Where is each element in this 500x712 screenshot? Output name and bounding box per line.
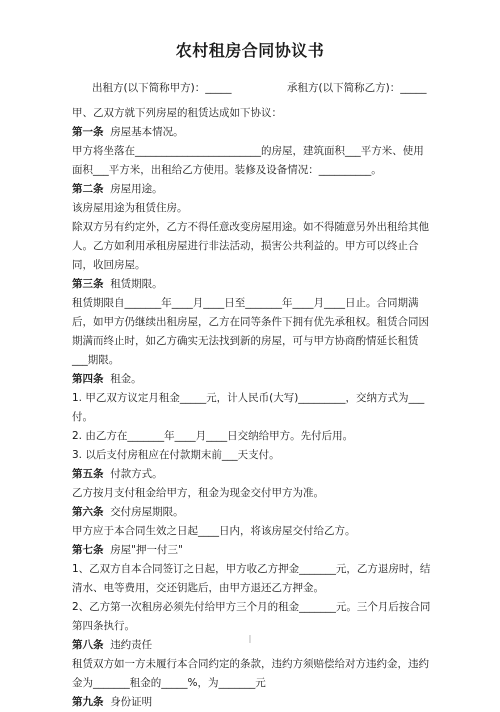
- article-9-number: 第九条: [72, 696, 104, 708]
- article-3-number: 第三条: [72, 278, 104, 290]
- article-6-heading: [72, 503, 432, 522]
- lessee-field: 承租方(以下简称乙方)：_____: [287, 82, 427, 94]
- page-footer-mark: |: [248, 634, 252, 643]
- article-4-number: 第四条: [72, 373, 104, 385]
- document-title: 农村租房合同协议书: [175, 41, 325, 60]
- article-1-title: 房屋基本情况。: [110, 126, 184, 138]
- article-5-title: 付款方式。: [110, 468, 163, 480]
- article-3-text: 租赁期限自_______年____月____日至_______年____月____日止。合同期满后，如甲方仍继续出租房屋，乙方在同等条件下拥有优先承租权。租赁合同因期满而终止时，如乙方确实无法找到新的房屋，可与甲方协商酌情延长租赁___期限。: [72, 297, 429, 366]
- article-7-title: 房屋"押一付三": [110, 544, 183, 556]
- article-4-item-2: 2. 由乙方在_______年____月____日交纳给甲方。先付后用。: [72, 430, 354, 442]
- article-4-item-1: 1. 甲乙双方议定月租金_____元，计人民币(大写)_________，交纳方式为___付。: [72, 392, 425, 423]
- document-body: [72, 104, 432, 712]
- lessor-field: 出租方(以下简称甲方)：_____: [92, 82, 232, 94]
- article-1-heading: [72, 123, 432, 142]
- article-1-text: 甲方将坐落在________________________的房屋，建筑面积___平方米、使用面积___平方米，出租给乙方使用。装修及设备情况：__________。: [72, 145, 424, 176]
- article-4-title: 租金。: [110, 373, 142, 385]
- article-3-heading: [72, 275, 432, 294]
- article-1-number: 第一条: [72, 126, 104, 138]
- article-2-title: 房屋用途。: [110, 183, 163, 195]
- article-9-title: 身份证明: [110, 696, 153, 708]
- article-6-text: 甲方应于本合同生效之日起____日内，将该房屋交付给乙方。: [72, 525, 356, 537]
- article-9-heading: [72, 693, 432, 712]
- article-8-text: 租赁双方如一方未履行本合同约定的条款，违约方须赔偿给对方违约金，违约金为_______租金的_____%，为_______元: [72, 658, 429, 689]
- article-5-text: 乙方按月支付租金给甲方，租金为现金交付甲方为准。: [72, 487, 324, 499]
- article-2-text-2: 除双方另有约定外，乙方不得任意改变房屋用途。如不得随意另外出租给其他人。乙方如利用承租房屋进行非法活动，损害公共利益的。甲方可以终止合同，收回房屋。: [72, 221, 429, 271]
- intro-text: 甲、乙双方就下列房屋的租赁达成如下协议：: [72, 107, 282, 119]
- article-7-number: 第七条: [72, 544, 104, 556]
- article-7-heading: [72, 541, 432, 560]
- article-5-number: 第五条: [72, 468, 104, 480]
- article-8-number: 第八条: [72, 639, 104, 651]
- article-2-text-1: 该房屋用途为租赁住房。: [72, 202, 188, 214]
- article-5-heading: [72, 465, 432, 484]
- article-8-title: 违约责任: [110, 639, 153, 651]
- article-7-text-2: 2、乙方第一次租房必须先付给甲方三个月的租金_______元。三个月后按合同第四条执行。: [72, 601, 431, 632]
- article-6-title: 交付房屋期限。: [110, 506, 184, 518]
- article-2-heading: [72, 180, 432, 199]
- article-7-text-1: 1、乙双方自本合同签订之日起，甲方收乙方押金_______元，乙方退房时，结清水、电等费用，交还钥匙后，由甲方退还乙方押金。: [72, 563, 431, 594]
- article-4-item-3: 3. 以后支付房租应在付款期末前___天支付。: [72, 449, 280, 461]
- article-3-title: 租赁期限。: [110, 278, 163, 290]
- article-4-heading: [72, 370, 432, 389]
- article-6-number: 第六条: [72, 506, 104, 518]
- article-2-number: 第二条: [72, 183, 104, 195]
